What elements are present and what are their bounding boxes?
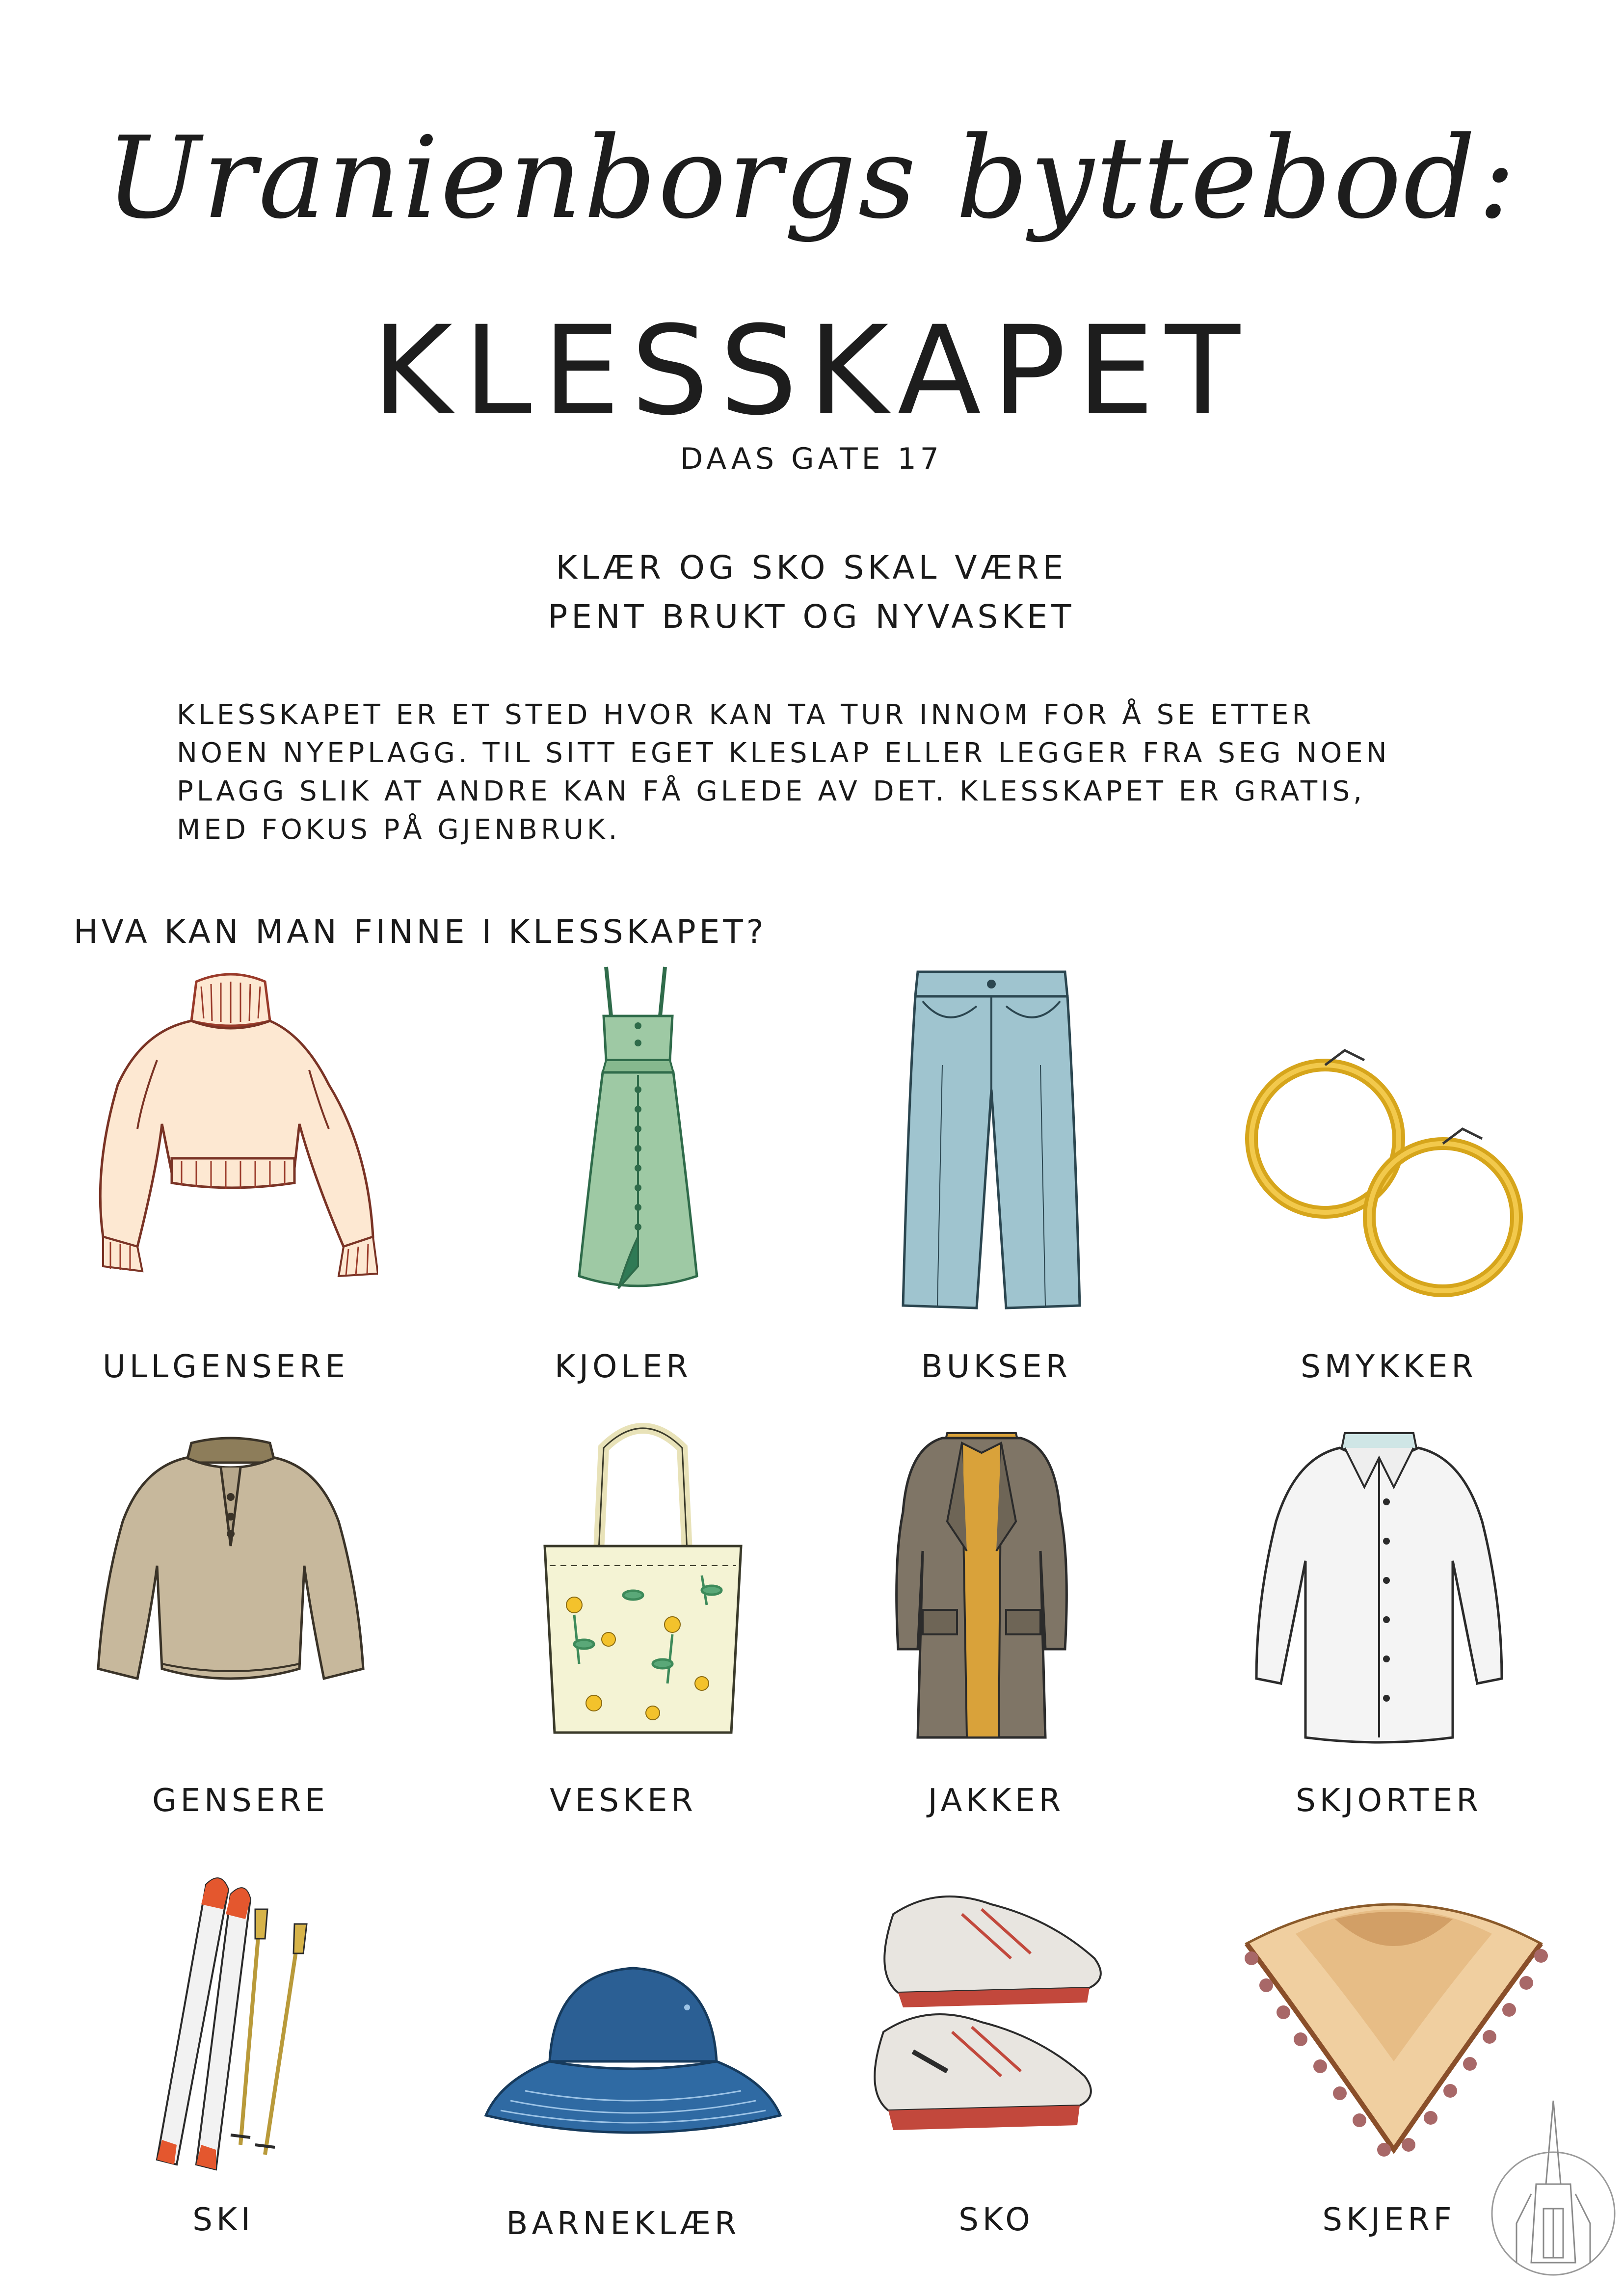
address: DAAS GATE 17	[680, 442, 943, 476]
henley-sweater-icon	[93, 1433, 368, 1708]
item-label-skjerf: SKJERF	[1322, 2202, 1456, 2238]
intro-line: KLESSKAPET ER ET STED HVOR KAN TA TUR INNOM FOR Å SE ETTER	[177, 699, 1315, 731]
shirt-icon	[1247, 1423, 1512, 1747]
item-label-barneklaer: BARNEKLÆR	[506, 2206, 741, 2242]
rule-line-1: KLÆR OG SKO SKAL VÆRE	[556, 549, 1067, 587]
dress-icon	[564, 962, 712, 1315]
section-question: HVA KAN MAN FINNE I KLESSKAPET?	[74, 913, 767, 951]
item-label-bukser: BUKSER	[921, 1349, 1072, 1385]
skis-icon	[147, 1870, 324, 2174]
intro-line: MED FOKUS PÅ GJENBRUK.	[177, 814, 621, 846]
wool-sweater-icon	[83, 962, 378, 1315]
sneakers-icon	[864, 1875, 1129, 2150]
jeans-icon	[893, 967, 1090, 1320]
item-label-smykker: SMYKKER	[1301, 1349, 1477, 1385]
intro-line: PLAGG SLIK AT ANDRE KAN FÅ GLEDE AV DET. KLESSKAPET ER GRATIS,	[177, 775, 1365, 807]
church-logo-icon	[1487, 2096, 1620, 2282]
item-label-ullgensere: ULLGENSERE	[102, 1349, 349, 1385]
item-label-jakker: JAKKER	[928, 1783, 1065, 1819]
item-label-gensere: GENSERE	[152, 1783, 329, 1819]
page-title: KLESSKAPET	[372, 299, 1251, 442]
script-title: Uranienborgs byttebod:	[105, 113, 1518, 244]
item-label-skjorter: SKJORTER	[1296, 1783, 1482, 1819]
coat-icon	[888, 1423, 1075, 1747]
tote-bag-icon	[535, 1418, 751, 1742]
item-label-ski: SKI	[192, 2202, 254, 2238]
intro-line: NOEN NYEPLAGG. TIL SITT EGET KLESLAP ELLER LEGGER FRA SEG NOEN	[177, 737, 1390, 769]
intro-paragraph	[177, 696, 1472, 849]
item-label-vesker: VESKER	[550, 1783, 697, 1819]
item-label-kjoler: KJOLER	[555, 1349, 692, 1385]
rule-line-2: PENT BRUKT OG NYVASKET	[548, 598, 1075, 636]
hoop-earrings-icon	[1232, 1041, 1546, 1315]
item-label-sko: SKO	[958, 2202, 1034, 2238]
bucket-hat-icon	[481, 1953, 785, 2150]
